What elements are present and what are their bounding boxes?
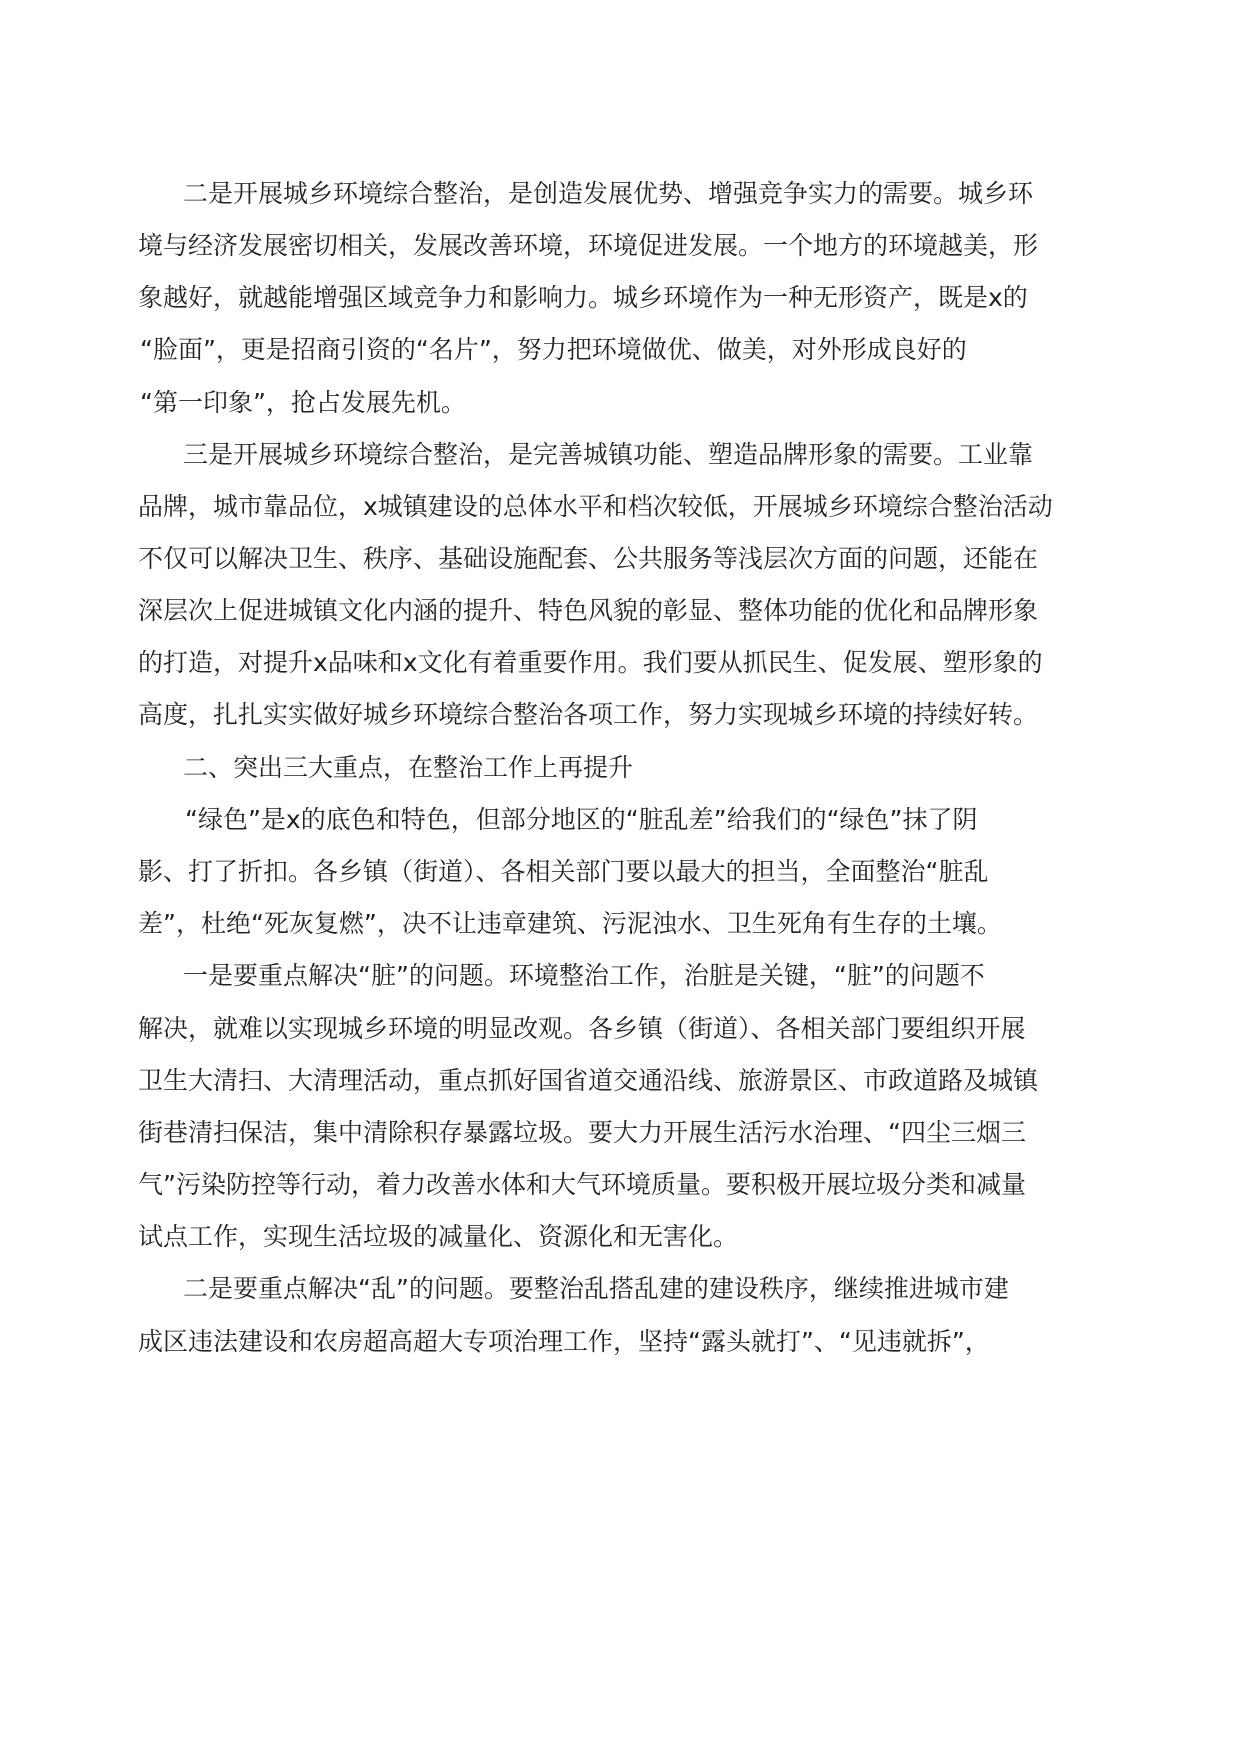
paragraph-2-line-5: 的打造，对提升x品味和x文化有着重要作用。我们要从抓民生、促发展、塑形象的: [138, 648, 1043, 677]
paragraph-2-line-6: 高度，扎扎实实做好城乡环境综合整治各项工作，努力实现城乡环境的持续好转。: [138, 700, 1039, 729]
paragraph-2-line-3: 不仅可以解决卫生、秩序、基础设施配套、公共服务等浅层次方面的问题，还能在: [138, 544, 1039, 573]
paragraph-2-line-1: 三是开展城乡环境综合整治，是完善城镇功能、塑造品牌形象的需要。工业靠: [183, 440, 1034, 469]
paragraph-1-line-2: 境与经济发展密切相关，发展改善环境，环境促进发展。一个地方的环境越美，形: [138, 231, 1039, 260]
paragraph-2-line-2: 品牌，城市靠品位，x城镇建设的总体水平和档次较低，开展城乡环境综合整治活动: [138, 492, 1053, 521]
section-heading: 二、突出三大重点，在整治工作上再提升: [183, 753, 634, 782]
paragraph-4-line-4: 街巷清扫保洁，集中清除积存暴露垃圾。要大力开展生活污水治理、“四尘三烟三: [138, 1118, 1026, 1147]
paragraph-1-line-4: “脸面”，更是招商引资的“名片”，努力把环境做优、做美，对外形成良好的: [140, 335, 967, 364]
paragraph-4-line-5: 气”污染防控等行动，着力改善水体和大气环境质量。要积极开展垃圾分类和减量: [138, 1170, 1026, 1199]
paragraph-3-line-1: “绿色”是x的底色和特色，但部分地区的“脏乱差”给我们的“绿色”抹了阴: [185, 805, 978, 834]
paragraph-1-line-5: “第一印象”，抢占发展先机。: [140, 388, 466, 417]
paragraph-4-line-1: 一是要重点解决“脏”的问题。环境整治工作，治脏是关键，“脏”的问题不: [183, 961, 985, 990]
paragraph-4-line-3: 卫生大清扫、大清理活动，重点抓好国省道交通沿线、旅游景区、市政道路及城镇: [138, 1066, 1039, 1095]
paragraph-5-line-2: 成区违法建设和农房超高超大专项治理工作，坚持“露头就打”、“见违就拆”，: [138, 1327, 990, 1356]
paragraph-4-line-6: 试点工作，实现生活垃圾的减量化、资源化和无害化。: [138, 1222, 739, 1251]
paragraph-1-line-1: 二是开展城乡环境综合整治，是创造发展优势、增强竞争实力的需要。城乡环: [183, 179, 1034, 208]
paragraph-5-line-1: 二是要重点解决“乱”的问题。要整治乱搭乱建的建设秩序，继续推进城市建: [183, 1274, 1009, 1303]
paragraph-1-line-3: 象越好，就越能增强区域竞争力和影响力。城乡环境作为一种无形资产，既是x的: [138, 283, 1028, 312]
paragraph-2-line-4: 深层次上促进城镇文化内涵的提升、特色风貌的彰显、整体功能的优化和品牌形象: [138, 596, 1039, 625]
paragraph-3-line-3: 差”，杜绝“死灰复燃”，决不让违章建筑、污泥浊水、卫生死角有生存的土壤。: [138, 909, 1002, 938]
paragraph-3-line-2: 影、打了折扣。各乡镇（街道）、各相关部门要以最大的担当，全面整治“脏乱: [138, 857, 989, 886]
paragraph-4-line-2: 解决，就难以实现城乡环境的明显改观。各乡镇（街道）、各相关部门要组织开展: [138, 1014, 1026, 1043]
